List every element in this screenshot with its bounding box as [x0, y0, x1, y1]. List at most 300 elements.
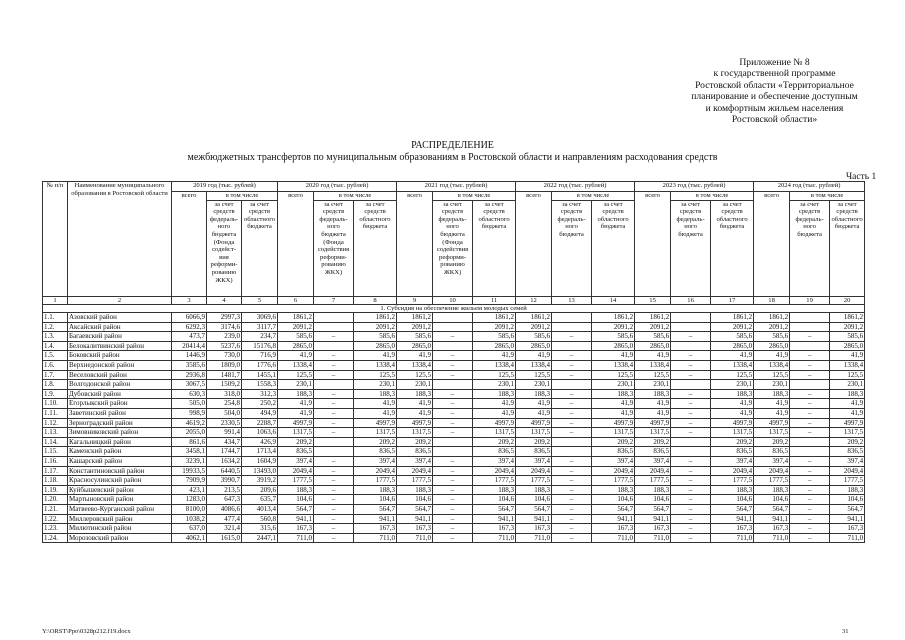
- amount-cell: 836,5: [830, 447, 865, 457]
- amount-cell: 1283,0: [172, 495, 207, 505]
- column-number: 19: [790, 296, 830, 304]
- table-row: [43, 380, 865, 390]
- amount-cell: 4997,9: [830, 418, 865, 428]
- amount-cell: 941,1: [397, 514, 433, 524]
- federal-value: –: [552, 514, 592, 524]
- federal-value: –: [314, 524, 354, 534]
- amount-cell: 41,9: [354, 351, 397, 361]
- column-number: 20: [830, 296, 865, 304]
- federal-value: –: [314, 485, 354, 495]
- federal-value: –: [433, 332, 473, 342]
- amount-cell: 41,9: [354, 409, 397, 419]
- amount-cell: 2997,3: [207, 313, 242, 323]
- federal-value: –: [552, 361, 592, 371]
- federal-value: [790, 322, 830, 332]
- amount-cell: 397,4: [754, 457, 790, 467]
- amount-cell: 41,9: [516, 409, 552, 419]
- federal-value: –: [314, 351, 354, 361]
- municipality-name: Аксайский район: [68, 322, 172, 332]
- amount-cell: 397,4: [354, 457, 397, 467]
- amount-cell: 41,9: [592, 351, 635, 361]
- federal-value: [671, 313, 711, 323]
- amount-cell: 41,9: [711, 399, 754, 409]
- column-number: 7: [314, 296, 354, 304]
- amount-cell: 3174,6: [207, 322, 242, 332]
- amount-cell: 2091,2: [278, 322, 314, 332]
- amount-cell: 188,3: [516, 485, 552, 495]
- amount-cell: 941,1: [635, 514, 671, 524]
- title-main: РАСПРЕДЕЛЕНИЕ: [411, 140, 494, 151]
- amount-cell: 4086,6: [207, 504, 242, 514]
- amount-cell: 711,0: [278, 533, 314, 543]
- row-number: 1.12.: [43, 418, 68, 428]
- federal-value: –: [671, 389, 711, 399]
- federal-value: –: [671, 524, 711, 534]
- amount-cell: 125,5: [635, 370, 671, 380]
- amount-cell: 167,3: [278, 524, 314, 534]
- amount-cell: 315,6: [242, 524, 278, 534]
- federal-value: –: [790, 351, 830, 361]
- column-number: 17: [711, 296, 754, 304]
- municipality-name: Егорлыкский район: [68, 399, 172, 409]
- amount-cell: 3919,2: [242, 476, 278, 486]
- amount-cell: 1777,5: [354, 476, 397, 486]
- row-number: 1.11.: [43, 409, 68, 419]
- amount-cell: 2091,2: [473, 322, 516, 332]
- amount-cell: 494,9: [242, 409, 278, 419]
- header-total: всего: [754, 192, 790, 297]
- amount-cell: 585,6: [473, 332, 516, 342]
- amount-cell: 209,2: [711, 437, 754, 447]
- amount-cell: 41,9: [397, 399, 433, 409]
- municipality-name: Зерноградский район: [68, 418, 172, 428]
- amount-cell: 1777,5: [397, 476, 433, 486]
- amount-cell: 209,2: [354, 437, 397, 447]
- federal-value: [790, 341, 830, 351]
- column-number: 11: [473, 296, 516, 304]
- federal-value: –: [433, 389, 473, 399]
- amount-cell: 635,7: [242, 495, 278, 505]
- amount-cell: 167,3: [635, 524, 671, 534]
- federal-value: [790, 380, 830, 390]
- column-number: 12: [516, 296, 552, 304]
- amount-cell: 2049,4: [516, 466, 552, 476]
- amount-cell: 1338,4: [711, 361, 754, 371]
- federal-value: [552, 313, 592, 323]
- federal-value: –: [790, 466, 830, 476]
- federal-value: –: [671, 351, 711, 361]
- header-incl: в том числе: [790, 192, 865, 201]
- amount-cell: 1338,4: [354, 361, 397, 371]
- amount-cell: 167,3: [711, 524, 754, 534]
- federal-value: –: [314, 370, 354, 380]
- amount-cell: 230,1: [711, 380, 754, 390]
- amount-cell: 477,4: [207, 514, 242, 524]
- table-row: [43, 476, 865, 486]
- federal-value: –: [552, 457, 592, 467]
- amount-cell: 209,2: [397, 437, 433, 447]
- amount-cell: 991,4: [207, 428, 242, 438]
- amount-cell: 941,1: [830, 514, 865, 524]
- amount-cell: 1338,4: [592, 361, 635, 371]
- header-year-2024: 2024 год (тыс. рублей): [754, 182, 865, 192]
- federal-value: –: [552, 409, 592, 419]
- table-row: [43, 485, 865, 495]
- federal-value: –: [433, 399, 473, 409]
- header-incl: в том числе: [314, 192, 397, 201]
- header-federal: за счет средств федераль-ного бюджета: [671, 200, 711, 296]
- table-row: [43, 332, 865, 342]
- row-number: 1.14.: [43, 437, 68, 447]
- amount-cell: 585,6: [516, 332, 552, 342]
- amount-cell: 41,9: [711, 351, 754, 361]
- amount-cell: 188,3: [278, 389, 314, 399]
- amount-cell: 730,0: [207, 351, 242, 361]
- amount-cell: 104,6: [354, 495, 397, 505]
- federal-value: –: [790, 514, 830, 524]
- amount-cell: 4997,9: [278, 418, 314, 428]
- amount-cell: 2091,2: [711, 322, 754, 332]
- amount-cell: 1317,5: [397, 428, 433, 438]
- amount-cell: 188,3: [397, 485, 433, 495]
- table-row: [43, 341, 865, 351]
- header-year-2021: 2021 год (тыс. рублей): [397, 182, 516, 192]
- amount-cell: 321,4: [207, 524, 242, 534]
- amount-cell: 5237,6: [207, 341, 242, 351]
- amount-cell: 1615,0: [207, 533, 242, 543]
- column-number: 8: [354, 296, 397, 304]
- municipality-name: Дубовский район: [68, 389, 172, 399]
- amount-cell: 2049,4: [354, 466, 397, 476]
- column-number: 15: [635, 296, 671, 304]
- amount-cell: 1634,2: [207, 457, 242, 467]
- amount-cell: 13493,0: [242, 466, 278, 476]
- amount-cell: 1038,2: [172, 514, 207, 524]
- federal-value: –: [433, 361, 473, 371]
- federal-value: –: [314, 399, 354, 409]
- header-regional: за счет средств областного бюджета: [242, 200, 278, 296]
- amount-cell: 1338,4: [635, 361, 671, 371]
- amount-cell: 104,6: [711, 495, 754, 505]
- amount-cell: 564,7: [397, 504, 433, 514]
- amount-cell: 1338,4: [516, 361, 552, 371]
- amount-cell: 230,1: [754, 380, 790, 390]
- municipality-name: Константиновский район: [68, 466, 172, 476]
- federal-value: –: [433, 504, 473, 514]
- federal-value: –: [790, 495, 830, 505]
- amount-cell: 41,9: [635, 399, 671, 409]
- amount-cell: 836,5: [397, 447, 433, 457]
- amount-cell: 230,1: [592, 380, 635, 390]
- table-row: [43, 533, 865, 543]
- row-number: 1.9.: [43, 389, 68, 399]
- federal-value: –: [552, 485, 592, 495]
- amount-cell: 504,0: [207, 409, 242, 419]
- row-number: 1.17.: [43, 466, 68, 476]
- federal-value: –: [671, 514, 711, 524]
- amount-cell: 104,6: [635, 495, 671, 505]
- amount-cell: 41,9: [592, 399, 635, 409]
- amount-cell: 254,8: [207, 399, 242, 409]
- amount-cell: 125,5: [278, 370, 314, 380]
- federal-value: [552, 447, 592, 457]
- amount-cell: 188,3: [516, 389, 552, 399]
- amount-cell: 2049,4: [397, 466, 433, 476]
- municipality-name: Каменский район: [68, 447, 172, 457]
- amount-cell: 1861,2: [830, 313, 865, 323]
- amount-cell: 1777,5: [473, 476, 516, 486]
- amount-cell: 6066,9: [172, 313, 207, 323]
- federal-value: –: [671, 466, 711, 476]
- header-regional: за счет средств областного бюджета: [354, 200, 397, 296]
- header-federal: за счет средств федераль-ного бюджета (Фонда содействия реформи-рованию ЖКХ): [314, 200, 354, 296]
- amount-cell: 4997,9: [354, 418, 397, 428]
- federal-value: –: [671, 399, 711, 409]
- amount-cell: 1861,2: [473, 313, 516, 323]
- federal-value: [314, 437, 354, 447]
- municipality-name: Морозовский район: [68, 533, 172, 543]
- amount-cell: 41,9: [711, 409, 754, 419]
- federal-value: –: [552, 533, 592, 543]
- header-total: всего: [635, 192, 671, 297]
- amount-cell: 312,3: [242, 389, 278, 399]
- amount-cell: 1861,2: [278, 313, 314, 323]
- amount-cell: 711,0: [397, 533, 433, 543]
- amount-cell: 230,1: [397, 380, 433, 390]
- amount-cell: 104,6: [592, 495, 635, 505]
- federal-value: –: [790, 361, 830, 371]
- row-number: 1.23.: [43, 524, 68, 534]
- amount-cell: 19933,5: [172, 466, 207, 476]
- amount-cell: 167,3: [397, 524, 433, 534]
- row-number: 1.5.: [43, 351, 68, 361]
- amount-cell: 564,7: [354, 504, 397, 514]
- amount-cell: 41,9: [278, 351, 314, 361]
- amount-cell: 209,2: [592, 437, 635, 447]
- amount-cell: 188,3: [830, 389, 865, 399]
- federal-value: –: [314, 409, 354, 419]
- federal-value: [790, 447, 830, 457]
- amount-cell: 1861,2: [711, 313, 754, 323]
- amount-cell: 1338,4: [397, 361, 433, 371]
- amount-cell: 585,6: [754, 332, 790, 342]
- amount-cell: 104,6: [516, 495, 552, 505]
- amount-cell: 188,3: [830, 485, 865, 495]
- federal-value: –: [433, 485, 473, 495]
- amount-cell: 1509,2: [207, 380, 242, 390]
- federal-value: –: [790, 457, 830, 467]
- federal-value: [552, 437, 592, 447]
- amount-cell: 209,2: [830, 437, 865, 447]
- amount-cell: 209,2: [754, 437, 790, 447]
- table-row: [43, 514, 865, 524]
- federal-value: [790, 313, 830, 323]
- amount-cell: 4062,1: [172, 533, 207, 543]
- amount-cell: 564,7: [516, 504, 552, 514]
- amount-cell: 397,4: [830, 457, 865, 467]
- row-number: 1.21.: [43, 504, 68, 514]
- header-federal: за счет средств федераль-ного бюджета: [790, 200, 830, 296]
- amount-cell: 1861,2: [516, 313, 552, 323]
- amount-cell: 2091,2: [397, 322, 433, 332]
- amount-cell: 188,3: [397, 389, 433, 399]
- amount-cell: 1777,5: [516, 476, 552, 486]
- amount-cell: 2049,4: [754, 466, 790, 476]
- amount-cell: 564,7: [473, 504, 516, 514]
- row-number: 1.1.: [43, 313, 68, 323]
- amount-cell: 711,0: [830, 533, 865, 543]
- header-year-2022: 2022 год (тыс. рублей): [516, 182, 635, 192]
- federal-value: –: [671, 504, 711, 514]
- amount-cell: 1777,5: [711, 476, 754, 486]
- municipality-name: Верхнедонской район: [68, 361, 172, 371]
- column-number-row: [43, 296, 865, 304]
- amount-cell: 711,0: [354, 533, 397, 543]
- federal-value: –: [433, 418, 473, 428]
- row-number: 1.18.: [43, 476, 68, 486]
- amount-cell: 1063,6: [242, 428, 278, 438]
- appendix-line: Ростовской области «Территориальное: [695, 79, 854, 91]
- federal-value: –: [671, 332, 711, 342]
- amount-cell: 647,3: [207, 495, 242, 505]
- column-number: 13: [552, 296, 592, 304]
- amount-cell: 41,9: [830, 351, 865, 361]
- column-number: 18: [754, 296, 790, 304]
- amount-cell: 41,9: [473, 351, 516, 361]
- federal-value: [433, 380, 473, 390]
- amount-cell: 2865,0: [354, 341, 397, 351]
- federal-value: –: [314, 504, 354, 514]
- amount-cell: 2865,0: [397, 341, 433, 351]
- municipality-name: Зимовниковский район: [68, 428, 172, 438]
- amount-cell: 188,3: [711, 485, 754, 495]
- amount-cell: 209,2: [473, 437, 516, 447]
- federal-value: –: [671, 370, 711, 380]
- amount-cell: 1713,4: [242, 447, 278, 457]
- federal-value: [552, 341, 592, 351]
- amount-cell: 41,9: [516, 351, 552, 361]
- amount-cell: 41,9: [754, 351, 790, 361]
- appendix-line: и комфортным жильем населения: [705, 102, 844, 114]
- amount-cell: 41,9: [473, 399, 516, 409]
- amount-cell: 1317,5: [354, 428, 397, 438]
- federal-value: –: [314, 533, 354, 543]
- federal-value: –: [314, 514, 354, 524]
- amount-cell: 167,3: [830, 524, 865, 534]
- amount-cell: 125,5: [397, 370, 433, 380]
- amount-cell: 41,9: [354, 399, 397, 409]
- federal-value: –: [314, 476, 354, 486]
- header-incl: в том числе: [207, 192, 278, 201]
- amount-cell: 318,0: [207, 389, 242, 399]
- amount-cell: 2091,2: [830, 322, 865, 332]
- amount-cell: 41,9: [278, 409, 314, 419]
- amount-cell: 397,4: [635, 457, 671, 467]
- column-number: 10: [433, 296, 473, 304]
- header-incl: в том числе: [433, 192, 516, 201]
- federal-value: –: [790, 504, 830, 514]
- federal-value: –: [433, 409, 473, 419]
- amount-cell: 167,3: [354, 524, 397, 534]
- header-year-2020: 2020 год (тыс. рублей): [278, 182, 397, 192]
- table-row: [43, 313, 865, 323]
- amount-cell: 711,0: [711, 533, 754, 543]
- amount-cell: 836,5: [473, 447, 516, 457]
- column-number: 14: [592, 296, 635, 304]
- amount-cell: 637,0: [172, 524, 207, 534]
- amount-cell: 397,4: [711, 457, 754, 467]
- appendix-note: [662, 57, 887, 125]
- federal-value: –: [433, 524, 473, 534]
- amount-cell: 188,3: [278, 485, 314, 495]
- amount-cell: 1317,5: [754, 428, 790, 438]
- federal-value: –: [314, 389, 354, 399]
- federal-value: –: [552, 389, 592, 399]
- amount-cell: 15176,8: [242, 341, 278, 351]
- amount-cell: 2865,0: [592, 341, 635, 351]
- table-row: [43, 504, 865, 514]
- federal-value: [433, 447, 473, 457]
- federal-value: [314, 322, 354, 332]
- amount-cell: 167,3: [473, 524, 516, 534]
- amount-cell: 1776,6: [242, 361, 278, 371]
- amount-cell: 473,7: [172, 332, 207, 342]
- amount-cell: 1446,9: [172, 351, 207, 361]
- federal-value: –: [671, 457, 711, 467]
- amount-cell: 564,7: [754, 504, 790, 514]
- federal-value: –: [671, 476, 711, 486]
- municipality-name: Мартыновский район: [68, 495, 172, 505]
- municipality-name: Миллеровский район: [68, 514, 172, 524]
- amount-cell: 585,6: [711, 332, 754, 342]
- federal-value: [314, 341, 354, 351]
- row-number: 1.6.: [43, 361, 68, 371]
- federal-value: [671, 380, 711, 390]
- row-number: 1.8.: [43, 380, 68, 390]
- table-row: [43, 524, 865, 534]
- amount-cell: 4997,9: [473, 418, 516, 428]
- federal-value: –: [552, 418, 592, 428]
- amount-cell: 188,3: [473, 485, 516, 495]
- federal-value: –: [790, 370, 830, 380]
- amount-cell: 564,7: [592, 504, 635, 514]
- amount-cell: 209,2: [516, 437, 552, 447]
- amount-cell: 1861,2: [354, 313, 397, 323]
- appendix-line: к государственной программе: [713, 68, 836, 80]
- amount-cell: 1338,4: [473, 361, 516, 371]
- federal-value: –: [790, 389, 830, 399]
- amount-cell: 6440,5: [207, 466, 242, 476]
- column-number: 4: [207, 296, 242, 304]
- amount-cell: 1777,5: [830, 476, 865, 486]
- amount-cell: 41,9: [473, 409, 516, 419]
- amount-cell: 4997,9: [754, 418, 790, 428]
- amount-cell: 1338,4: [830, 361, 865, 371]
- federal-value: –: [314, 457, 354, 467]
- federal-value: –: [314, 495, 354, 505]
- federal-value: [671, 341, 711, 351]
- amount-cell: 7909,9: [172, 476, 207, 486]
- column-number: 6: [278, 296, 314, 304]
- column-number: 5: [242, 296, 278, 304]
- federal-value: –: [433, 514, 473, 524]
- federal-value: –: [552, 370, 592, 380]
- table-row: [43, 437, 865, 447]
- column-number: 3: [172, 296, 207, 304]
- municipality-name: Азовский район: [68, 313, 172, 323]
- amount-cell: 1317,5: [711, 428, 754, 438]
- amount-cell: 188,3: [354, 389, 397, 399]
